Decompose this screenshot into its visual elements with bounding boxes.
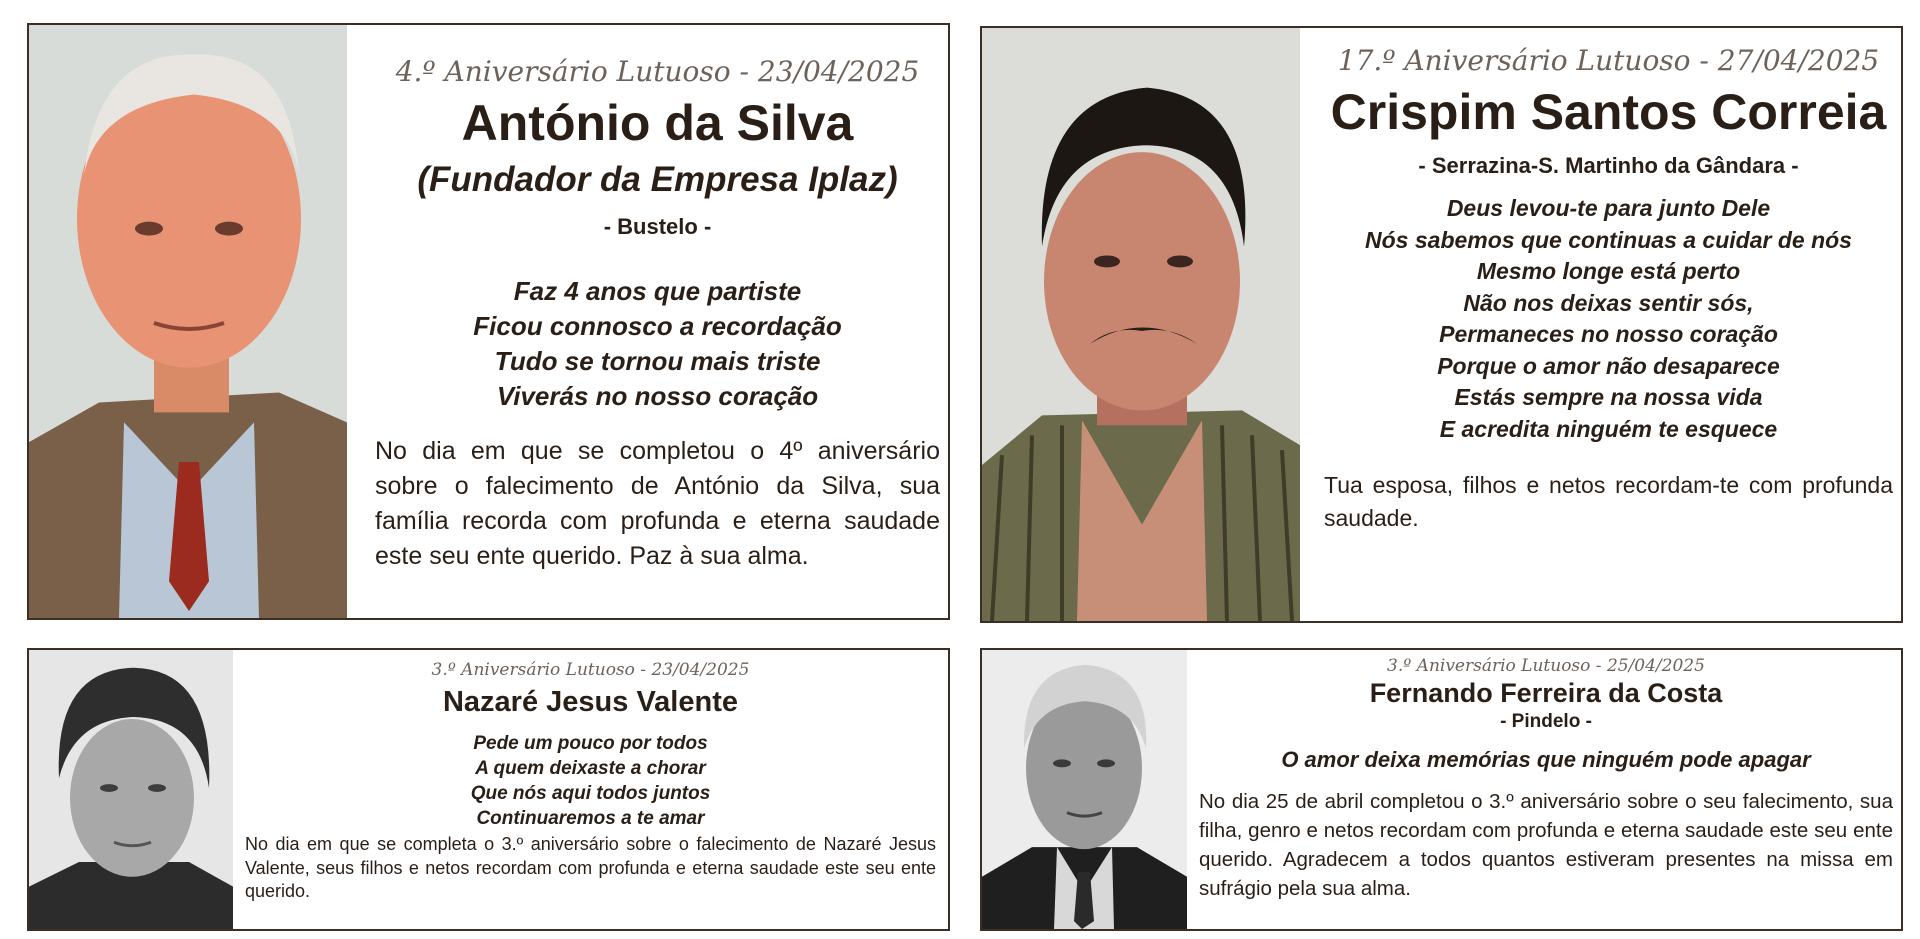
portrait-photo <box>982 650 1187 929</box>
poem-line: Não nos deixas sentir sós, <box>1463 289 1754 316</box>
poem-line: Tudo se tornou mais triste <box>494 346 821 376</box>
deceased-name: António da Silva <box>461 95 854 151</box>
deceased-name: Fernando Ferreira da Costa <box>1369 678 1723 708</box>
poem-line: Ficou connosco a recordação <box>473 311 842 341</box>
memorial-message: No dia em que se completou o 4º aniversário sobre o falecimento de António da Silva, sua família recorda com profunda e eterna saudade este seu ente querido. Paz à sua alma. <box>375 437 940 570</box>
memorial-phrase <box>1199 747 1893 773</box>
memorial-message: Tua esposa, filhos e netos recordam-te com profunda saudade. <box>1324 472 1893 531</box>
deceased-name: Crispim Santos Correia <box>1330 84 1887 140</box>
anniversary-date: 17.º Aniversário Lutuoso - 27/04/2025 <box>1337 44 1880 77</box>
poem-line: Estás sempre na nossa vida <box>1454 384 1763 410</box>
portrait-photo <box>29 25 347 618</box>
notice-text <box>233 650 948 929</box>
poem-line: E acredita ninguém te esquece <box>1439 415 1778 442</box>
obituary-notice-antonio <box>27 23 950 620</box>
obituary-notice-nazare <box>27 648 950 931</box>
anniversary-date: 3.º Aniversário Lutuoso - 23/04/2025 <box>431 660 750 680</box>
deceased-place: - Bustelo - <box>603 214 712 239</box>
anniversary-date: 3.º Aniversário Lutuoso - 25/04/2025 <box>1387 656 1705 676</box>
poem-line: A quem deixaste a chorar <box>475 758 706 779</box>
poem-line: Continuaremos a te amar <box>476 808 705 829</box>
notice-text <box>347 25 948 618</box>
poem-line: Que nós aqui todos juntos <box>470 783 711 804</box>
poem-line: Permaneces no nosso coração <box>1439 321 1778 347</box>
poem-line: Porque o amor não desaparece <box>1437 352 1780 379</box>
memorial-poem <box>1324 193 1893 445</box>
poem-line: Faz 4 anos que partiste <box>513 276 802 306</box>
poem-line: Mesmo longe está perto <box>1476 258 1741 284</box>
portrait-photo <box>982 28 1300 621</box>
memorial-message: No dia em que se completa o 3.º aniversário sobre o falecimento de Nazaré Jesus Valente, seus filhos e netos recordam com profunda e eterna saudade este seu ente querido. <box>245 834 936 901</box>
memorial-poem <box>375 274 940 414</box>
deceased-name: Nazaré Jesus Valente <box>442 686 738 718</box>
memorial-message: No dia 25 de abril completou o 3.º aniversário sobre o seu falecimento, sua filha, genro e netos recordam com profunda e eterna saudade este seu ente querido. Agradecem a todos quantos estiveram presentes na missa em sufrágio pela sua alma. <box>1199 790 1893 900</box>
notice-text <box>1300 28 1901 621</box>
anniversary-date: 4.º Aniversário Lutuoso - 23/04/2025 <box>395 55 920 88</box>
poem-line: Deus levou-te para junto Dele <box>1446 195 1771 221</box>
portrait-photo <box>29 650 233 929</box>
poem-line: Pede um pouco por todos <box>473 733 708 754</box>
deceased-subtitle: (Fundador da Empresa Iplaz) <box>417 160 898 199</box>
deceased-place: - Serrazina-S. Martinho da Gândara - <box>1418 153 1799 178</box>
memorial-poem <box>245 731 936 831</box>
notice-text <box>1187 650 1901 929</box>
poem-line: Nós sabemos que continuas a cuidar de nós <box>1365 226 1852 253</box>
obituary-notice-fernando <box>980 648 1903 931</box>
poem-line: Viverás no nosso coração <box>496 381 819 411</box>
obituary-notice-crispim <box>980 26 1903 623</box>
poem-line: O amor deixa memórias que ninguém pode apagar <box>1281 747 1811 772</box>
deceased-place: - Pindelo - <box>1500 711 1592 732</box>
